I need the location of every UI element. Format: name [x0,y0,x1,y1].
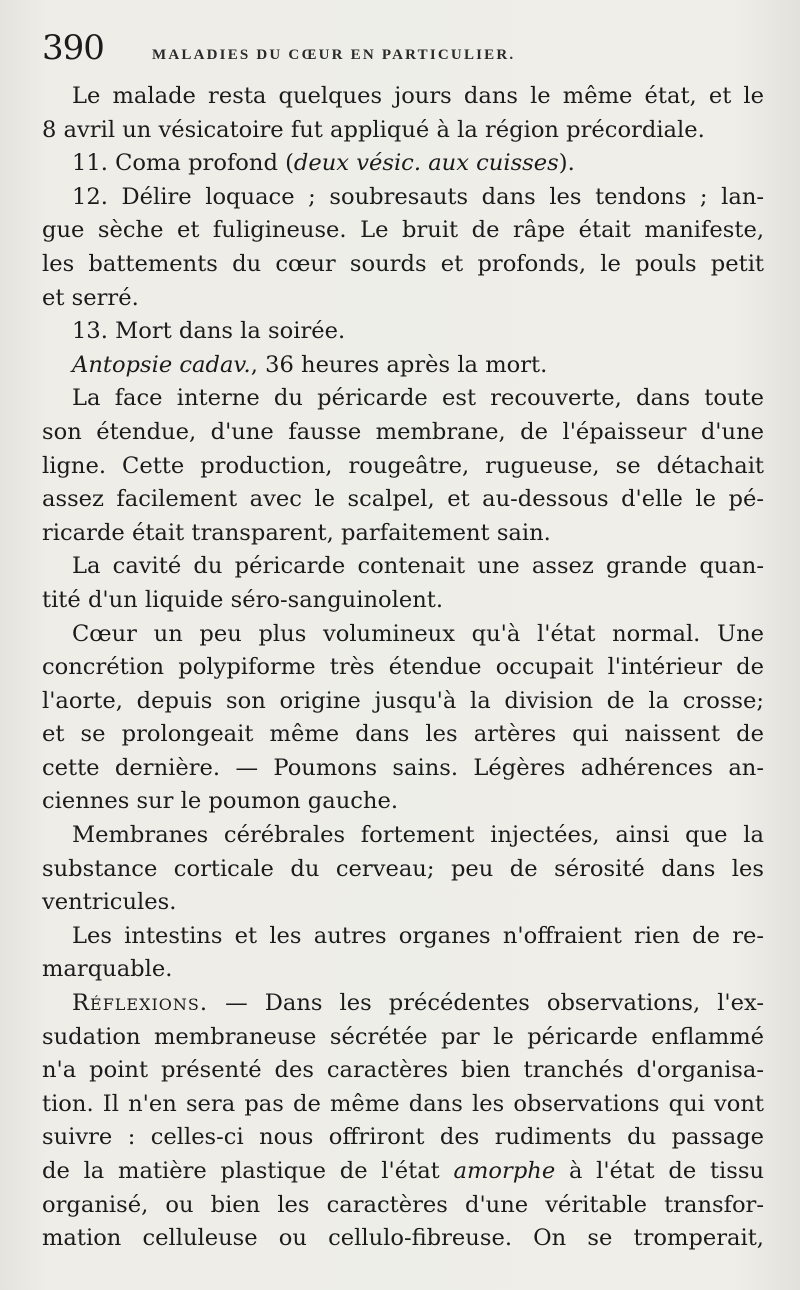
text-line: sudation membraneuse sécrétée par le péricarde enflammé [42,1023,764,1050]
text-line: marquable. [42,956,173,983]
text-line: cette dernière. — Poumons sains. Légères adhérences an- [42,754,764,781]
text-line: ciennes sur le poumon gauche. [42,788,399,815]
text-line: Antopsie cadav., 36 heures après la mort. [72,351,548,378]
text-line: ricarde était transparent, parfaitement sain. [42,519,551,546]
page-header [42,28,764,72]
text-line: Les intestins et les autres organes n'offraient rien de re- [72,922,764,949]
running-head: MALADIES DU CŒUR EN PARTICULIER. [152,47,516,63]
text-line: tion. Il n'en sera pas de même dans les observations qui vont [42,1090,764,1117]
text-line: de la matière plastique de l'état amorphe à l'état de tissu [42,1158,764,1184]
text-line: n'a point présenté des caractères bien tranchés d'organisa- [42,1057,764,1084]
text-line: les battements du cœur sourds et profonds, le pouls petit [42,250,764,277]
text-line: La face interne du péricarde est recouverte, dans toute [72,385,764,412]
text-line: Cœur un peu plus volumineux qu'à l'état normal. Une [72,620,764,647]
text-line: Membranes cérébrales fortement injectées, ainsi que la [72,822,764,849]
body-text [42,80,764,1256]
text-line: son étendue, d'une fausse membrane, de l'épaisseur d'une [42,418,764,445]
text-line: 11. Coma profond (deux vésic. aux cuisses). [72,150,575,177]
text-line: ligne. Cette production, rougeâtre, rugueuse, se détachait [42,452,764,479]
reflexions-heading: Réflexions. [72,990,209,1017]
text-line: et serré. [42,284,139,311]
text-line: 8 avril un vésicatoire fut appliqué à la région précordiale. [42,116,705,143]
text-line: l'aorte, depuis son origine jusqu'à la division de la crosse; [42,687,764,714]
text-line: mation celluleuse ou cellulo-fibreuse. On se tromperait, [42,1225,764,1252]
text-line: assez facilement avec le scalpel, et au-dessous d'elle le pé- [42,486,764,513]
text-line: gue sèche et fuligineuse. Le bruit de râpe était manifeste, [42,217,764,244]
text-line: organisé, ou bien les caractères d'une véritable transfor- [42,1191,764,1218]
text-line: 12. Délire loquace ; soubresauts dans les tendons ; lan- [72,183,764,210]
text-line: ventricules. [42,889,177,916]
text-line: tité d'un liquide séro-sanguinolent. [42,586,444,613]
text-line: concrétion polypiforme très étendue occupait l'intérieur de [42,654,764,681]
text-line: Le malade resta quelques jours dans le même état, et le [72,83,764,109]
text-line: Réflexions. — Dans les précédentes observations, l'ex- [72,990,764,1017]
text-line: 13. Mort dans la soirée. [72,318,346,345]
page-number: 390 [42,28,104,68]
text-line: suivre : celles-ci nous offriront des rudiments du passage [42,1124,764,1151]
text-line: et se prolongeait même dans les artères qui naissent de [42,721,764,748]
text-line: substance corticale du cerveau; peu de sérosité dans les [42,855,764,882]
text-line: La cavité du péricarde contenait une assez grande quan- [72,553,764,580]
